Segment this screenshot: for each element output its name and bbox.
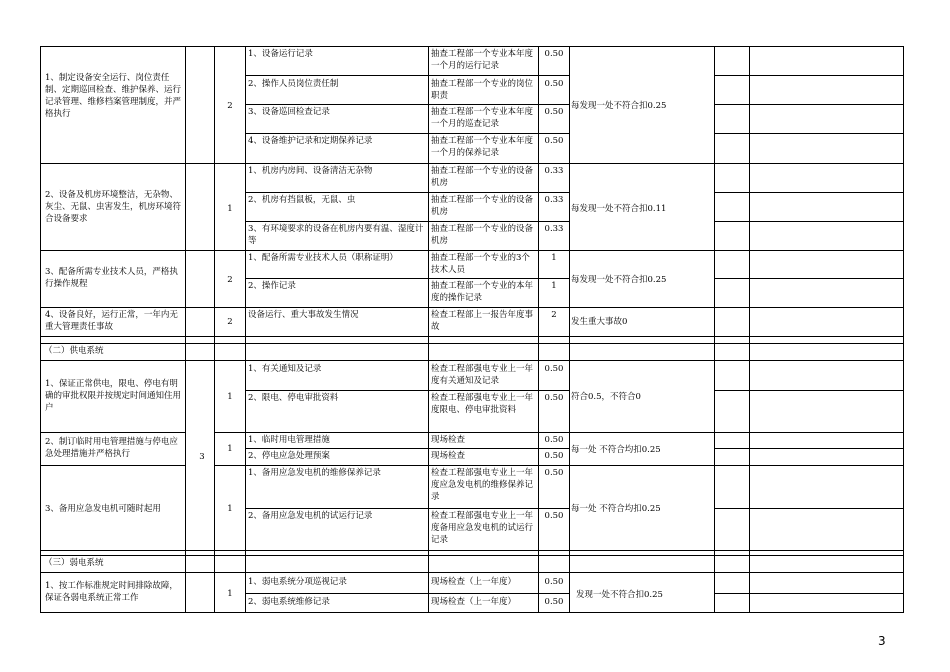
content-cell: 2、操作记录 xyxy=(248,281,296,291)
deduction-cell: 每发现一处不符合扣0.25 xyxy=(571,101,667,111)
grid-line xyxy=(538,46,539,612)
standard-cell: 2、制订临时用电管理措施与停电应急处理措施并严格执行 xyxy=(45,437,178,459)
grid-line xyxy=(245,192,570,193)
grid-line xyxy=(245,390,570,391)
grid-line xyxy=(40,307,904,308)
score-cell: 2 xyxy=(227,317,233,327)
grid-line xyxy=(714,192,904,193)
grid-line xyxy=(40,612,904,613)
content-cell: 4、设备维护记录和定期保养记录 xyxy=(248,136,373,146)
method-cell: 检查工程部强电专业上一年度限电、停电审批资料 xyxy=(431,393,534,415)
content-cell: 2、机房有挡鼠板，无鼠、虫 xyxy=(248,195,356,205)
method-cell: 现场检查（上一年度） xyxy=(431,597,517,607)
grid-line xyxy=(714,278,904,279)
deduction-cell: 每发现一处不符合扣0.11 xyxy=(571,204,667,214)
section-heading: （二）供电系统 xyxy=(44,346,104,356)
grid-line xyxy=(40,432,186,433)
content-cell: 1、有关通知及记录 xyxy=(248,364,322,374)
method-cell: 抽查工程部一个专业本年度一个月的巡查记录 xyxy=(431,107,534,129)
standard-cell: 3、配备所需专业技术人员，严格执行操作规程 xyxy=(45,267,178,289)
content-cell: 1、配备所需专业技术人员（职称证明） xyxy=(248,253,398,263)
standard-cell: 3、备用应急发电机可随时起用 xyxy=(45,504,161,514)
grid-line xyxy=(245,278,570,279)
grid-line xyxy=(214,465,904,466)
content-cell: 2、限电、停电审批资料 xyxy=(248,393,339,403)
deduction-cell: 符合0.5，不符合0 xyxy=(571,392,641,402)
method-cell: 检查工程部强电专业上一年度备用应急发电机的试运行记录 xyxy=(431,511,534,545)
page-number: 3 xyxy=(878,634,886,648)
points-cell: 0.50 xyxy=(544,511,564,521)
grid-line xyxy=(40,360,904,361)
score-cell: 1 xyxy=(227,504,233,514)
content-cell: 3、设备巡回检查记录 xyxy=(248,107,330,117)
standard-cell: 1、制定设备安全运行、岗位责任制、定期巡回检查、维护保养、运行记录管理、维修档案管理制度，并严格执行 xyxy=(45,73,182,119)
method-cell: 现场检查（上一年度） xyxy=(431,577,517,587)
points-cell: 0.50 xyxy=(544,393,564,403)
content-cell: 2、备用应急发电机的试运行记录 xyxy=(248,511,373,521)
standard-cell: 1、保证正常供电，限电、停电有明确的审批权限并按规定时间通知住用户 xyxy=(45,379,182,413)
grid-line xyxy=(245,133,570,134)
grid-line xyxy=(714,46,715,612)
deduction-cell: 发现一处不符合扣0.25 xyxy=(576,590,663,600)
points-cell: 1 xyxy=(551,281,557,291)
points-cell: 0.50 xyxy=(544,49,564,59)
grid-line xyxy=(245,593,570,594)
grid-line xyxy=(214,46,215,612)
points-cell: 0.50 xyxy=(544,451,564,461)
grid-line xyxy=(714,104,904,105)
points-cell: 0.50 xyxy=(544,468,564,478)
grid-line xyxy=(714,133,904,134)
deduction-cell: 每一处 不符合均扣0.25 xyxy=(571,445,661,455)
content-cell: 2、停电应急处理预案 xyxy=(248,451,330,461)
content-cell: 1、弱电系统分项巡视记录 xyxy=(248,577,347,587)
grid-line xyxy=(714,75,904,76)
points-cell: 0.33 xyxy=(544,195,564,205)
grid-line xyxy=(749,46,750,612)
points-cell: 0.50 xyxy=(544,364,564,374)
points-cell: 0.50 xyxy=(544,136,564,146)
points-cell: 1 xyxy=(551,253,557,263)
method-cell: 抽查工程部一个专业本年度一个月的保养记录 xyxy=(431,136,534,158)
group-score-cell: 3 xyxy=(199,452,205,462)
grid-line xyxy=(40,465,186,466)
points-cell: 0.50 xyxy=(544,577,564,587)
method-cell: 抽查工程部一个专业的岗位职责 xyxy=(431,79,534,101)
content-cell: 1、临时用电管理措施 xyxy=(248,435,330,445)
method-cell: 抽查工程部一个专业的设备机房 xyxy=(431,224,534,246)
grid-line xyxy=(40,46,904,47)
grid-line xyxy=(40,550,904,551)
grid-line xyxy=(714,448,904,449)
standard-cell: 2、设备及机房环境整洁，无杂物、灰尘、无鼠、虫害发生，机房环境符合设备要求 xyxy=(45,190,182,224)
grid-line xyxy=(903,46,904,612)
method-cell: 检查工程部上一报告年度事故 xyxy=(431,310,534,332)
deduction-cell: 每发现一处不符合扣0.25 xyxy=(571,275,667,285)
section-heading: （三）弱电系统 xyxy=(44,558,104,568)
content-cell: 3、有环境要求的设备在机房内要有温、湿度计等 xyxy=(248,224,424,246)
grid-line xyxy=(245,46,246,612)
standard-cell: 4、设备良好，运行正常，一年内无重大管理责任事故 xyxy=(45,310,178,332)
method-cell: 抽查工程部一个专业本年度一个月的运行记录 xyxy=(431,49,534,71)
grid-line xyxy=(245,104,570,105)
grid-line xyxy=(714,390,904,391)
method-cell: 抽查工程部一个专业的设备机房 xyxy=(431,166,534,188)
points-cell: 0.33 xyxy=(544,166,564,176)
method-cell: 抽查工程部一个专业的本年度的操作记录 xyxy=(431,281,534,303)
points-cell: 0.50 xyxy=(544,597,564,607)
grid-line xyxy=(40,46,41,612)
content-cell: 设备运行、重大事故发生情况 xyxy=(248,310,359,320)
grid-line xyxy=(714,593,904,594)
points-cell: 0.33 xyxy=(544,224,564,234)
points-cell: 0.50 xyxy=(544,79,564,89)
score-cell: 1 xyxy=(227,444,233,454)
grid-line xyxy=(428,46,429,612)
method-cell: 抽查工程部一个专业的设备机房 xyxy=(431,195,534,217)
points-cell: 0.50 xyxy=(544,107,564,117)
grid-line xyxy=(569,46,570,612)
points-cell: 0.50 xyxy=(544,435,564,445)
method-cell: 现场检查 xyxy=(431,435,466,445)
score-cell: 1 xyxy=(227,589,233,599)
method-cell: 抽查工程部一个专业的3个技术人员 xyxy=(431,253,530,275)
grid-line xyxy=(40,572,904,573)
grid-line xyxy=(245,75,570,76)
grid-line xyxy=(714,508,904,509)
content-cell: 1、备用应急发电机的维修保养记录 xyxy=(248,468,381,478)
grid-line xyxy=(245,508,570,509)
content-cell: 2、操作人员岗位责任制 xyxy=(248,79,339,89)
grid-line xyxy=(40,336,904,337)
content-cell: 1、机房内房间、设备清洁无杂物 xyxy=(248,166,373,176)
score-cell: 1 xyxy=(227,204,233,214)
points-cell: 2 xyxy=(551,310,557,320)
deduction-cell: 发生重大事故0 xyxy=(571,317,628,327)
grid-line xyxy=(185,46,186,612)
content-cell: 2、弱电系统维修记录 xyxy=(248,597,330,607)
score-cell: 1 xyxy=(227,392,233,402)
deduction-cell: 每一处 不符合均扣0.25 xyxy=(571,504,661,514)
method-cell: 检查工程部强电专业上一年度应急发电机的维修保养记录 xyxy=(431,468,534,502)
grid-line xyxy=(40,163,904,164)
method-cell: 现场检查 xyxy=(431,451,466,461)
grid-line xyxy=(40,343,904,344)
method-cell: 检查工程部强电专业上一年度有关通知及记录 xyxy=(431,364,534,386)
grid-line xyxy=(714,221,904,222)
standard-cell: 1、按工作标准规定时间排除故障，保证各弱电系统正常工作 xyxy=(45,581,178,603)
score-cell: 2 xyxy=(227,275,233,285)
grid-line xyxy=(245,448,570,449)
score-cell: 2 xyxy=(227,101,233,111)
grid-line xyxy=(40,555,904,556)
grid-line xyxy=(245,221,570,222)
grid-line xyxy=(214,432,904,433)
grid-line xyxy=(40,250,904,251)
content-cell: 1、设备运行记录 xyxy=(248,49,313,59)
